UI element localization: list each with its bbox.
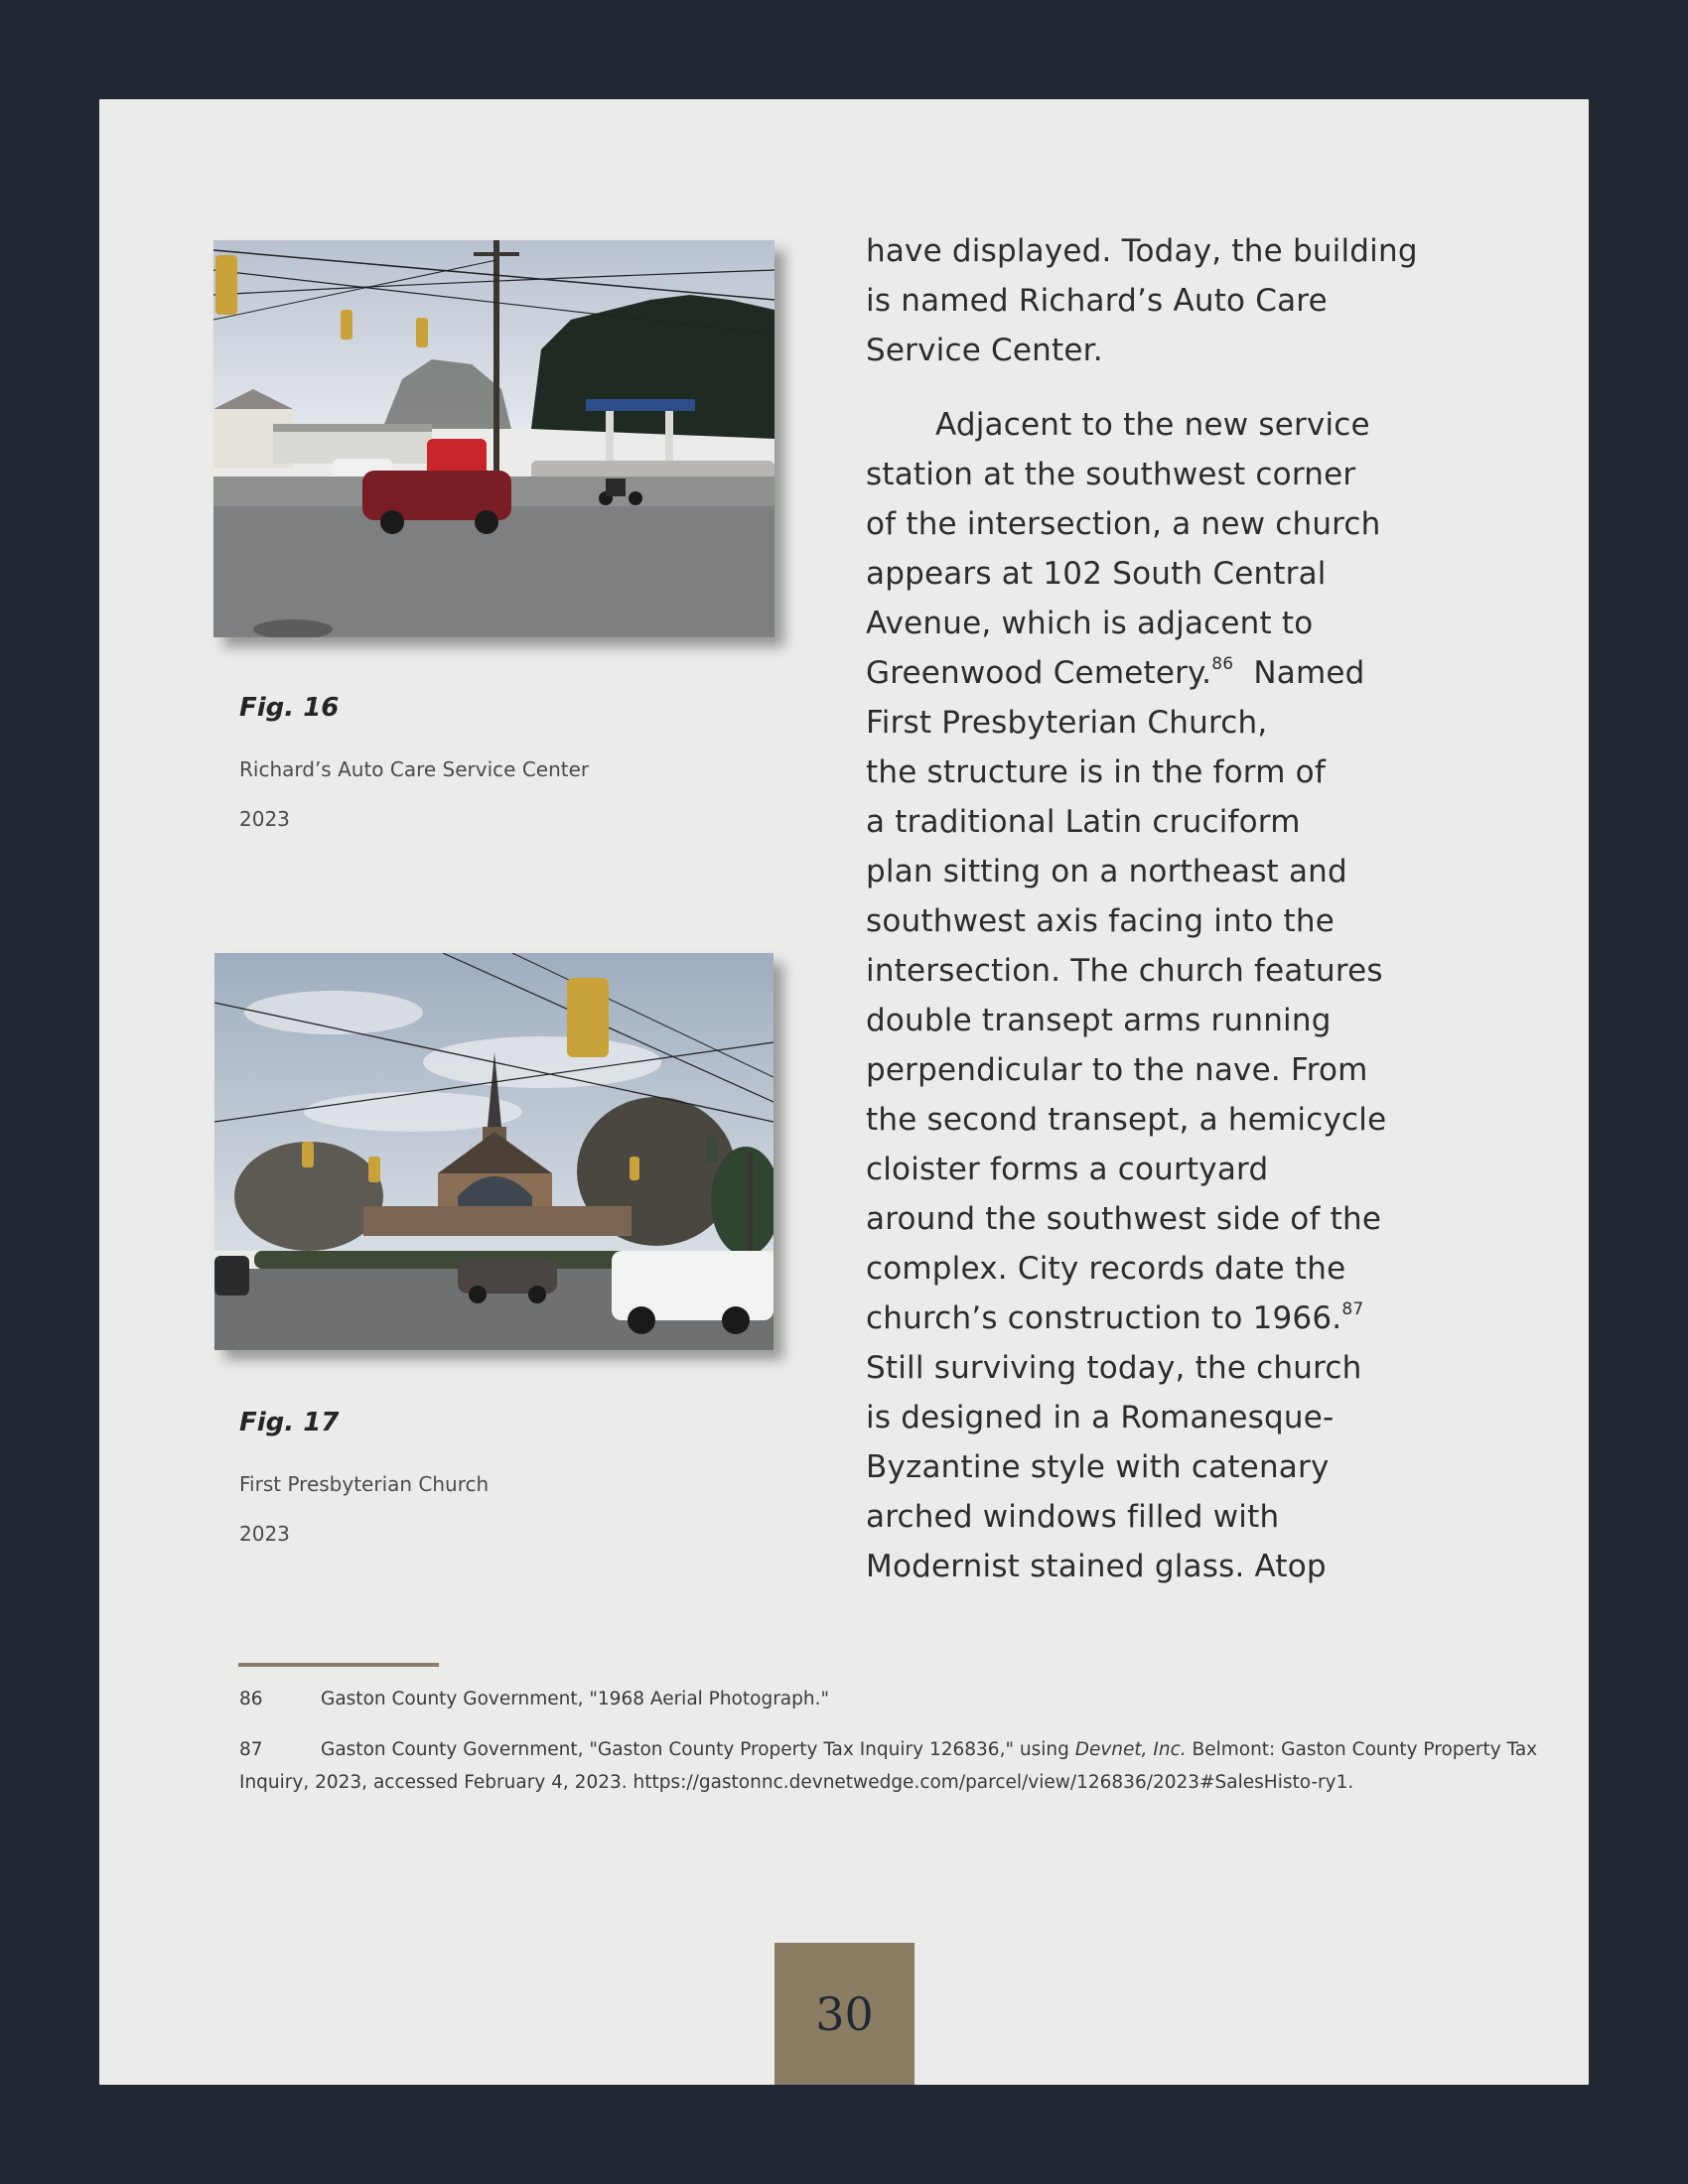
footnote-divider (238, 1663, 439, 1667)
footnote-text: Belmont: Gaston County Property Tax Inquiry, 2023, accessed February 4, 2023. https://gastonnc.devnetwedge.com/parcel/view/126836/2023#SalesHisto-ry1. (239, 1739, 1538, 1793)
body-line: cloister forms a courtyard (866, 1152, 1269, 1187)
body-line: arched windows filled with (866, 1499, 1280, 1535)
footnotes (239, 1683, 1550, 1817)
body-line: Adjacent to the new service (935, 407, 1370, 443)
body-line: of the intersection, a new church (866, 506, 1381, 542)
footnote-86 (239, 1683, 1550, 1715)
figure-17-caption-title: First Presbyterian Church (239, 1472, 490, 1496)
body-line (866, 1294, 1462, 1343)
document-page (99, 99, 1589, 2085)
body-line (866, 648, 1462, 698)
figure-16-caption-year: 2023 (239, 807, 290, 831)
body-line: station at the southwest corner (866, 457, 1356, 492)
footnote-ref-87: 87 (1341, 1299, 1364, 1319)
body-line: have displayed. Today, the building (866, 233, 1418, 269)
body-line: Modernist stained glass. Atop (866, 1549, 1327, 1584)
church-intersection-photo (214, 953, 774, 1350)
footnote-number: 86 (239, 1689, 263, 1709)
body-line: appears at 102 South Central (866, 556, 1327, 592)
footnote-italic-text: Devnet, Inc. (1074, 1739, 1187, 1760)
figure-16-label: Fig. 16 (239, 693, 340, 723)
figure-17-caption-year: 2023 (239, 1522, 290, 1546)
photo-figure-17 (214, 953, 774, 1350)
body-line: Avenue, which is adjacent to (866, 606, 1314, 641)
figure-17-label: Fig. 17 (239, 1408, 340, 1437)
page-number-box (774, 1943, 914, 2085)
footnote-text: Gaston County Government, "Gaston County Property Tax Inquiry 126836," using (321, 1739, 1075, 1760)
footnote-number: 87 (239, 1739, 263, 1760)
body-text-span: Greenwood Cemetery. (866, 655, 1212, 691)
body-line: Still surviving today, the church (866, 1350, 1362, 1386)
figure-17-caption (239, 1459, 489, 1559)
body-line: plan sitting on a northeast and (866, 854, 1347, 889)
body-line: complex. City records date the (866, 1251, 1346, 1287)
body-line: is designed in a Romanesque- (866, 1400, 1335, 1435)
body-text-span: Named (1233, 655, 1365, 691)
body-line: First Presbyterian Church, (866, 705, 1268, 741)
body-text (866, 226, 1462, 1591)
body-line: is named Richard’s Auto Care (866, 283, 1328, 319)
body-line: a traditional Latin cruciform (866, 804, 1301, 840)
page-number: 30 (815, 1986, 874, 2041)
body-line: the structure is in the form of (866, 754, 1326, 790)
body-line: Service Center. (866, 333, 1103, 368)
body-line: double transept arms running (866, 1003, 1332, 1038)
body-line: around the southwest side of the (866, 1201, 1382, 1237)
body-text-span: church’s construction to 1966. (866, 1300, 1342, 1336)
figure-16-caption (239, 745, 589, 844)
footnote-ref-86: 86 (1211, 654, 1234, 674)
figure-16-caption-title: Richard’s Auto Care Service Center (239, 757, 590, 781)
body-line: Byzantine style with catenary (866, 1449, 1330, 1485)
footnote-text: Gaston County Government, "1968 Aerial Photograph." (321, 1689, 829, 1709)
body-line: the second transept, a hemicycle (866, 1102, 1387, 1138)
photo-figure-16 (213, 240, 774, 637)
body-line: intersection. The church features (866, 953, 1383, 989)
footnote-87 (239, 1733, 1550, 1799)
street-intersection-photo (213, 240, 774, 637)
body-line: southwest axis facing into the (866, 903, 1335, 939)
body-line: perpendicular to the nave. From (866, 1052, 1368, 1088)
